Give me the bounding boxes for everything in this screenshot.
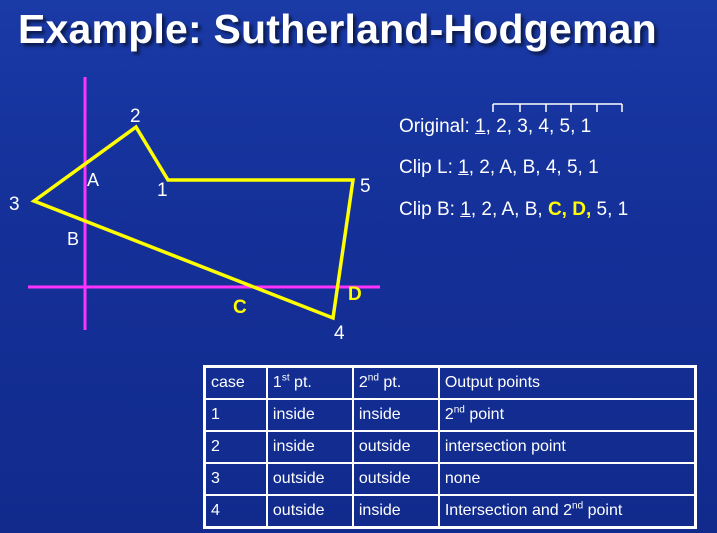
cases-table	[203, 365, 697, 529]
cell-second: inside	[353, 495, 439, 527]
clip-bottom-rest: 5, 1	[591, 199, 629, 220]
clip-left-label: Clip L:	[399, 157, 459, 178]
cell-case: 2	[205, 431, 267, 463]
vertex-label-3: 3	[9, 194, 20, 215]
table-row	[205, 463, 695, 495]
header-output: Output points	[439, 367, 695, 399]
cell-second: outside	[353, 463, 439, 495]
cell-first: outside	[267, 495, 353, 527]
cell-output: none	[439, 463, 695, 495]
original-rest: , 2, 3, 4, 5, 1	[485, 116, 592, 137]
table-row	[205, 399, 695, 431]
clip-left-sequence	[399, 157, 599, 179]
clip-bottom-label: Clip B:	[399, 199, 461, 220]
cell-second: outside	[353, 431, 439, 463]
header-first-pt: 1st pt.	[267, 367, 353, 399]
cell-output: Intersection and 2nd point	[439, 495, 695, 527]
intersection-label-b: B	[67, 229, 80, 249]
polygon-outline	[34, 127, 353, 318]
intersection-label-d: D	[348, 284, 362, 305]
original-label: Original:	[399, 116, 476, 137]
original-sequence	[399, 116, 591, 138]
header-second-pt: 2nd pt.	[353, 367, 439, 399]
cell-first: inside	[267, 431, 353, 463]
cell-case: 4	[205, 495, 267, 527]
vertex-label-5: 5	[360, 176, 371, 197]
cell-case: 3	[205, 463, 267, 495]
original-first: 1	[475, 116, 486, 137]
cell-output: 2nd point	[439, 399, 695, 431]
vertex-label-2: 2	[130, 106, 141, 127]
table-row	[205, 495, 695, 527]
cell-case: 1	[205, 399, 267, 431]
header-case: case	[205, 367, 267, 399]
table-row	[205, 431, 695, 463]
clip-left-rest: , 2, A, B, 4, 5, 1	[468, 157, 599, 178]
clip-bottom-highlight: C, D,	[547, 199, 592, 220]
table-header-row	[205, 367, 695, 399]
sequence-bracket	[493, 104, 622, 112]
clip-left-first: 1	[458, 157, 469, 178]
vertex-label-1: 1	[157, 180, 168, 201]
cell-second: inside	[353, 399, 439, 431]
vertex-label-4: 4	[334, 323, 345, 344]
clip-bottom-first: 1	[460, 199, 471, 220]
clip-bottom-sequence	[399, 199, 628, 221]
intersection-label-a: A	[87, 170, 100, 190]
cell-first: outside	[267, 463, 353, 495]
clip-bottom-middle: , 2, A, B,	[470, 199, 548, 220]
cell-first: inside	[267, 399, 353, 431]
intersection-label-c: C	[233, 297, 247, 318]
cell-output: intersection point	[439, 431, 695, 463]
slide-title: Example: Sutherland-Hodgeman	[18, 6, 657, 52]
